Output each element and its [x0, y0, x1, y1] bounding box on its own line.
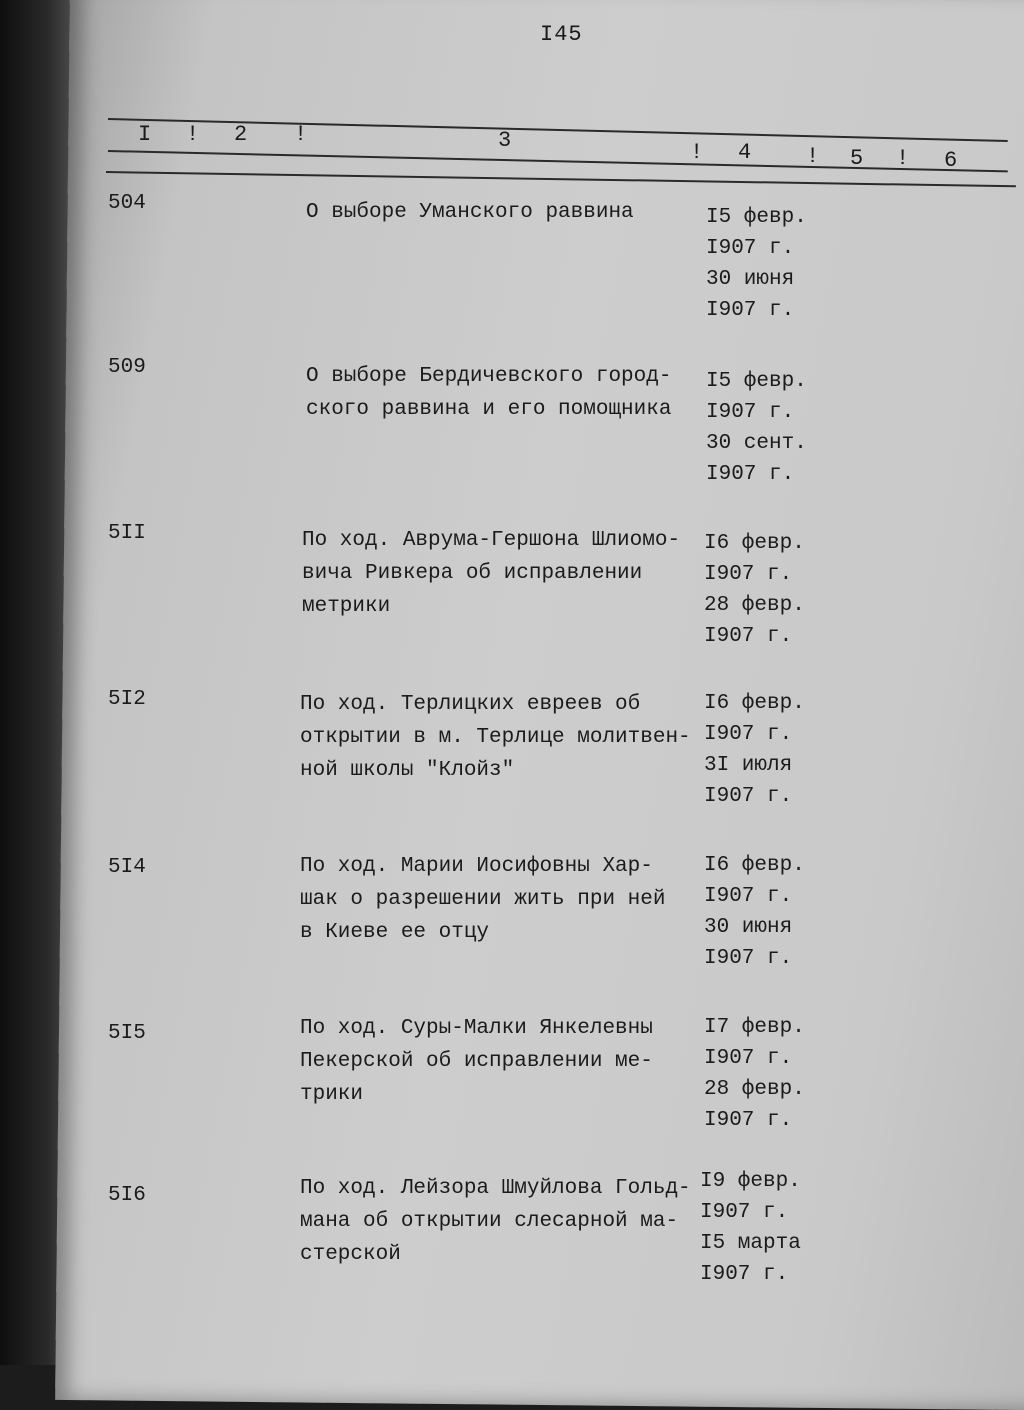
entry-line: Пекерской об исправлении ме- — [300, 1050, 653, 1073]
entry-number: 504 — [108, 192, 146, 215]
date-line: I6 февр. — [704, 692, 805, 715]
entry-number: 5I2 — [108, 688, 146, 711]
entry-number: 5I4 — [108, 856, 146, 879]
entry-line: О выборе Уманского раввина — [306, 201, 634, 224]
entry-description — [302, 524, 680, 623]
date-line: I907 г. — [706, 237, 795, 260]
header-col-2: 2 — [234, 122, 248, 147]
header-col-4: 4 — [738, 140, 752, 165]
date-line: 30 июня — [704, 916, 793, 939]
date-line: I5 февр. — [706, 206, 807, 229]
entry-line: открытии в м. Терлице молитвен- — [300, 726, 691, 749]
date-line: I6 февр. — [704, 854, 805, 877]
entry-line: метрики — [302, 595, 391, 618]
entry-line: вича Ривкера об исправлении — [302, 562, 643, 585]
entry-line: шак о разрешении жить при ней — [300, 888, 666, 911]
header-col-1: I — [138, 122, 152, 147]
date-line: I9 февр. — [700, 1170, 801, 1193]
entry-description — [300, 850, 665, 949]
date-line: I907 г. — [700, 1201, 789, 1224]
date-line: 28 февр. — [704, 1078, 805, 1101]
date-line: 28 февр. — [704, 594, 805, 617]
entry-dates — [706, 366, 807, 490]
header-sep-1: ! — [186, 122, 200, 147]
date-line: I5 февр. — [706, 370, 807, 393]
page-number: I45 — [540, 22, 583, 47]
entry-dates — [704, 1012, 805, 1136]
entry-line: ского раввина и его помощника — [306, 398, 672, 421]
entry-description — [306, 196, 634, 229]
entry-number: 5I6 — [108, 1184, 146, 1207]
date-line: I7 февр. — [704, 1016, 805, 1039]
entry-line: По ход. Суры-Малки Янкелевны — [300, 1017, 653, 1040]
header-col-6: 6 — [944, 148, 958, 173]
date-line: I907 г. — [704, 885, 793, 908]
entry-line: в Киеве ее отцу — [300, 921, 490, 944]
date-line: I907 г. — [706, 401, 795, 424]
date-line: I907 г. — [706, 463, 795, 486]
entry-line: ной школы "Клойз" — [300, 759, 515, 782]
date-line: I907 г. — [704, 625, 793, 648]
header-sep-2: ! — [294, 122, 308, 147]
entry-number: 5I5 — [108, 1022, 146, 1045]
date-line: I907 г. — [700, 1263, 789, 1286]
entry-line: мана об открытии слесарной ма- — [300, 1210, 679, 1233]
date-line: I907 г. — [704, 563, 793, 586]
entry-dates — [706, 202, 807, 326]
entry-line: трики — [300, 1083, 364, 1106]
entry-line: По ход. Марии Иосифовны Хар- — [300, 855, 653, 878]
date-line: I907 г. — [704, 723, 793, 746]
entry-description — [300, 688, 691, 787]
date-line: I907 г. — [704, 785, 793, 808]
header-col-5: 5 — [850, 146, 864, 171]
header-sep-5: ! — [896, 146, 910, 171]
header-col-3: 3 — [498, 128, 512, 153]
date-line: I5 марта — [700, 1232, 801, 1255]
date-line: 30 июня — [706, 268, 795, 291]
date-line: I907 г. — [704, 1109, 793, 1132]
entry-number: 509 — [108, 356, 146, 379]
entry-line: По ход. Аврума-Гершона Шлиомо- — [302, 529, 681, 552]
entry-dates — [704, 528, 805, 652]
entry-description — [300, 1012, 653, 1111]
entry-line: О выборе Бердичевского город- — [306, 365, 672, 388]
entry-number: 5II — [108, 522, 146, 545]
entry-dates — [700, 1166, 801, 1290]
entry-line: По ход. Терлицких евреев об — [300, 693, 641, 716]
date-line: I907 г. — [706, 299, 795, 322]
entry-dates — [704, 688, 805, 812]
entry-dates — [704, 850, 805, 974]
date-line: 30 сент. — [706, 432, 807, 455]
date-line: I907 г. — [704, 1047, 793, 1070]
date-line: I6 февр. — [704, 532, 805, 555]
entry-description — [306, 360, 671, 426]
entry-line: стерской — [300, 1243, 401, 1266]
entry-line: По ход. Лейзора Шмуйлова Гольд- — [300, 1177, 691, 1200]
date-line: I907 г. — [704, 947, 793, 970]
header-sep-4: ! — [806, 144, 820, 169]
entry-description — [300, 1172, 691, 1271]
date-line: 3I июля — [704, 754, 793, 777]
header-sep-3: ! — [690, 140, 704, 165]
